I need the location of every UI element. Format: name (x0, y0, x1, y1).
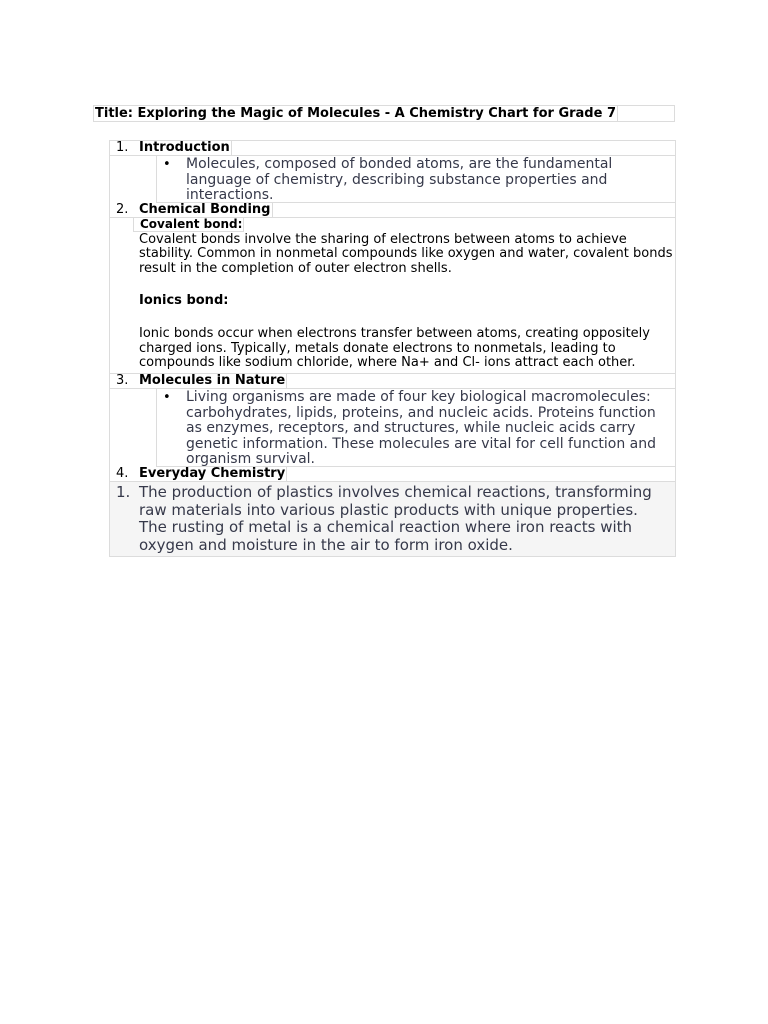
item-text: The production of plastics involves chemical reactions, transforming raw materials into various plastic products with unique properties. The rusting of metal is a chemical reaction where iron reacts with oxygen and moisture in the air to form iron oxide. (139, 483, 652, 554)
section-body (109, 218, 676, 374)
bullet-item (156, 389, 676, 467)
bullet-text: Molecules, composed of bonded atoms, are the fundamental language of chemistry, describing substance properties and interactions. (186, 156, 613, 203)
section-title: Introduction (139, 140, 230, 155)
ionic-heading: Ionics bond: (139, 293, 229, 309)
section-number: 3. (116, 373, 129, 388)
document-title: Title: Exploring the Magic of Molecules - A Chemistry Chart for Grade 7 (95, 106, 616, 121)
section-title: Chemical Bonding (139, 202, 271, 217)
bullet-marker: • (163, 157, 171, 172)
numbered-item (110, 482, 675, 556)
section-title: Molecules in Nature (139, 373, 286, 388)
section-header (109, 467, 676, 482)
section-header (109, 140, 676, 156)
covalent-text: Covalent bonds involve the sharing of electrons between atoms to achieve stability. Common in nonmetal compounds like oxygen and water, covalent bonds result in the completion of outer electron shells. (139, 231, 673, 276)
covalent-heading: Covalent bond: (133, 218, 244, 232)
section-introduction (109, 140, 676, 203)
ionic-text: Ionic bonds occur when electrons transfer between atoms, creating oppositely charged ions. Typically, metals donate electrons to nonmetals, leading to compounds like sodium chloride, where Na+ and Cl- ions attract each other. (139, 325, 650, 371)
bonding-content (110, 218, 675, 371)
bullet-item (156, 156, 676, 203)
section-everyday-chemistry (109, 467, 676, 557)
section-molecules-in-nature (109, 374, 676, 467)
section-number: 1. (116, 140, 129, 155)
bullet-marker: • (163, 390, 171, 405)
section-header (109, 374, 676, 389)
section-body (109, 156, 676, 203)
outline-list (109, 140, 676, 557)
section-body (109, 389, 676, 467)
bullet-text: Living organisms are made of four key biological macromolecules: carbohydrates, lipids, proteins, and nucleic acids. Proteins function as enzymes, receptors, and structures, while nucleic acids carry genetic information. These molecules are vital for cell function and organism survival. (186, 389, 657, 467)
section-number: 2. (116, 202, 129, 217)
section-number: 4. (116, 466, 129, 481)
section-chemical-bonding (109, 203, 676, 374)
title-box (93, 105, 675, 122)
section-body (109, 482, 676, 557)
item-number: 1. (116, 483, 131, 501)
section-title: Everyday Chemistry (139, 466, 286, 481)
section-header (109, 203, 676, 218)
